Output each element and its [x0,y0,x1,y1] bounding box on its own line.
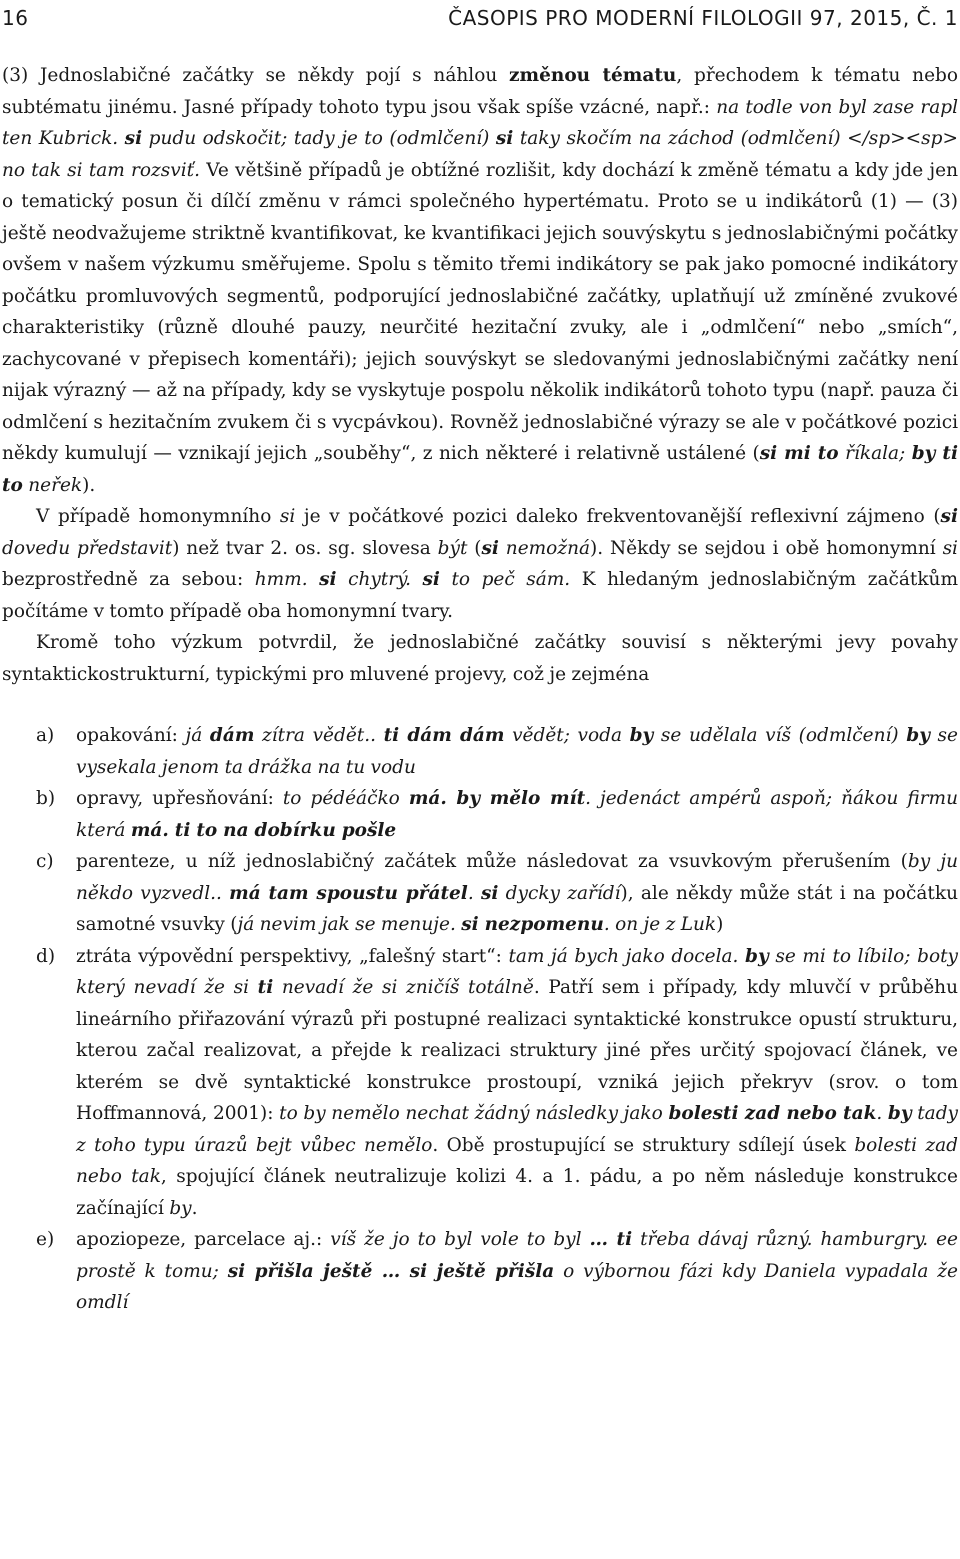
list-item-text [76,941,958,1225]
text-run: . [191,1197,198,1219]
text-run: nevadí že si zničíš totálně [273,977,534,998]
text-run: zítra vědět.. [254,725,384,746]
page-number: 16 [2,6,29,30]
text-run: se vysekala jenom ta drážka na tu vodu [76,725,959,778]
text-run: si [495,128,514,149]
text-run: apoziopeze, parcelace aj.: [76,1229,331,1250]
paragraph-p2 [2,501,958,627]
text-run: pudu odskočit; tady je to (odmlčení) [142,128,496,149]
list-item-text [76,783,958,846]
text-run: by [887,1103,912,1124]
text-run: by [629,725,654,746]
text-run: hmm. [254,569,320,590]
text-run: . Obě prostupující se struktury sdílejí úsek [432,1134,855,1156]
text-run: ), ale někdy může stát i na počátku samotné vsuvky ( [76,882,958,935]
text-run: tady z toho typu úrazů bejt vůbec nemělo [76,1103,959,1156]
text-run: si [319,569,337,590]
list-item-text [76,720,958,783]
text-run: , spojující článek neutralizuje kolizi 4. a 1. pádu, a po něm následuje konstrukce začínající [76,1166,958,1219]
list-item-text [76,846,958,941]
list-item-text [76,1224,958,1319]
running-header [0,0,960,46]
text-run: . on je z Luk [603,914,717,935]
text-run: si [480,882,499,904]
list-item-label: c) [36,851,54,872]
paragraph-p3 [2,627,958,690]
text-run: Ve většině případů je obtížné rozlišit, kdy dochází k změně tématu a kdy jde jen o tematický posun či dílčí změnu v rámci společného hypertématu. Proto se u indikátorů (1) — (3) ještě neodvažujeme striktně kvantifikovat, ke kvantifikaci jejich souvýskytu s jednoslabičnými počátky ovšem v našem výzkumu směřujeme. Spolu s těmito třemi indikátory se pak jako pomocné indikátory počátku promluvových segmentů, podporující jednoslabičné začátky, uplatňují už zmíněné zvukové charakteristiky (různě dlouhé pauzy, neurčité hezitační zvuky, ale i „odmlčení“ nebo „smích“, zachycované v přepisech komentáři); jejich souvýskyt se sledovanými jednoslabičnými začátky není nijak výrazný — až na případy, kdy se vyskytuje pospolu několik indikátorů tohoto typu (např. pauza či odmlčení s hezitačním zvukem či s vycpávkou). Rovněž jednoslabičné výrazy se ale v počátkové pozici někdy kumulují — vznikají jejich „souběhy“, z nich některé i relativně ustálené ( [2,159,958,464]
text-run: (3) Jednoslabičné začátky se někdy pojí s náhlou [2,65,510,86]
text-run: ). [82,474,96,496]
phenomena-list [2,720,958,1319]
text-run: si [279,506,296,527]
text-run: bolesti zad nebo tak [668,1103,877,1124]
text-run: ti dám dám [383,725,505,746]
text-run: to by nemělo nechat žádný následky jako [279,1103,669,1124]
text-run: já nevim jak se menuje. [237,914,462,935]
text-run: parenteze, u níž jednoslabičný začátek může následovat za vsuvkovým přerušením ( [76,851,908,872]
paragraphs [2,60,958,690]
text-run: ti [257,977,274,998]
text-run: Kromě toho výzkum potvrdil, že jednoslabičné začátky souvisí s některými jevy povahy syntaktickostrukturní, typickými pro mluvené projevy, což je zejména [2,632,958,685]
text-run: si [481,537,499,559]
journal-title: ČASOPIS PRO MODERNÍ FILOLOGII 97, 2015, Č. 1 [448,6,958,30]
text-run: . [876,1103,888,1124]
text-run: změnou tématu [509,65,677,86]
text-run: si nezpomenu [461,914,604,935]
text-run: tam já bych jako docela. [508,945,746,967]
text-run: chytrý. [336,569,423,590]
text-run: si přišla ještě … si ještě přišla [227,1260,555,1282]
text-run: opravy, upřesňování: [76,788,283,809]
text-run: ( [467,537,482,559]
text-run: dovedu představit [2,537,173,559]
text-run: víš že jo to byl vole to byl [330,1229,590,1250]
text-run: si [940,506,958,527]
text-run: být [437,537,468,559]
article-body [2,60,958,1319]
text-run: ) než tvar 2. os. sg. slovesa [172,537,438,559]
list-item-label: b) [36,788,56,809]
text-run: říkala; [838,443,912,464]
text-run: opakování: [76,725,186,746]
text-run: . jedenáct ampérů aspoň; ňákou firmu která [76,788,958,841]
text-run: je v počátkové pozici daleko frekventovanější reflexivní zájmeno ( [295,506,941,527]
text-run: by ti to [2,443,958,496]
text-run: na todle von byl zase rapl ten Kubrick. [2,96,958,149]
text-run: by [906,725,930,746]
text-run: vědět; voda [504,725,630,746]
text-run: ) [716,914,724,935]
text-run: . [467,882,481,904]
text-run: bolesti zad nebo tak [76,1134,958,1187]
text-run: si mi to [759,443,839,464]
text-run: V případě homonymního [36,506,280,527]
list-item-label: a) [36,725,55,746]
text-run: má. by mělo mít [408,788,586,809]
text-run: ). Někdy se sejdou i obě homonymní [590,537,943,559]
list-item [2,1224,958,1319]
text-run: neřek [22,474,83,496]
paragraph-p1 [2,60,958,501]
text-run: třeba dávaj různý. hamburgry. ee prostě k tomu; [76,1229,958,1282]
text-run: to peč sám. [439,569,571,590]
text-run: já [185,725,210,746]
list-item-label: e) [36,1229,55,1250]
text-run: si [422,569,440,590]
text-run: ztráta výpovědní perspektivy, „falešný start“: [76,945,509,967]
text-run: o výbornou fázi kdy Daniela vypadala že omdlí [76,1260,958,1313]
text-run: nemožná [498,537,591,559]
text-run: to pédéáčko [282,788,409,809]
text-run: si [942,537,958,559]
list-item [2,783,958,846]
text-run: bezprostředně za sebou: [2,569,255,590]
text-run: dycky zařídí [498,882,621,904]
list-item [2,720,958,783]
text-run: , přechodem k tématu nebo subtématu jinému. Jasné případy tohoto typu jsou však spíše vzácné, např.: [2,65,958,118]
text-run: má tam spoustu přátel [229,882,468,904]
text-run: . Patří sem i případy, kdy mluvčí v průběhu lineárního přiřazování výrazů při postupné realizaci syntaktické konstrukce opustí strukturu, kterou začal realizovat, a přejde k realizaci struktury jiné přes určitý spojovací článek, ve kterém se dvě syntaktické konstrukce prostoupí, vzniká jejich překryv (srov. o tom Hoffmannová, 2001): [76,977,959,1124]
text-run: … ti [589,1229,633,1250]
list-item-label: d) [36,945,56,967]
text-run: taky skočím na záchod (odmlčení) </sp><sp> no tak si tam rozsviť. [2,128,958,181]
text-run: by ju někdo vyzvedl.. [76,851,958,904]
text-run: K hledaným jednoslabičným začátkům počítáme v tomto případě oba homonymní tvary. [2,569,958,622]
text-run: si [124,128,143,149]
text-run: se mi to líbilo; boty který nevadí že si [76,945,958,998]
text-run: by [745,945,769,967]
list-item [2,846,958,941]
text-run: by [169,1197,192,1219]
list-item [2,941,958,1225]
text-run: se udělala víš (odmlčení) [653,725,907,746]
text-run: dám [209,725,255,746]
text-run: má. ti to na dobírku pošle [130,819,397,841]
